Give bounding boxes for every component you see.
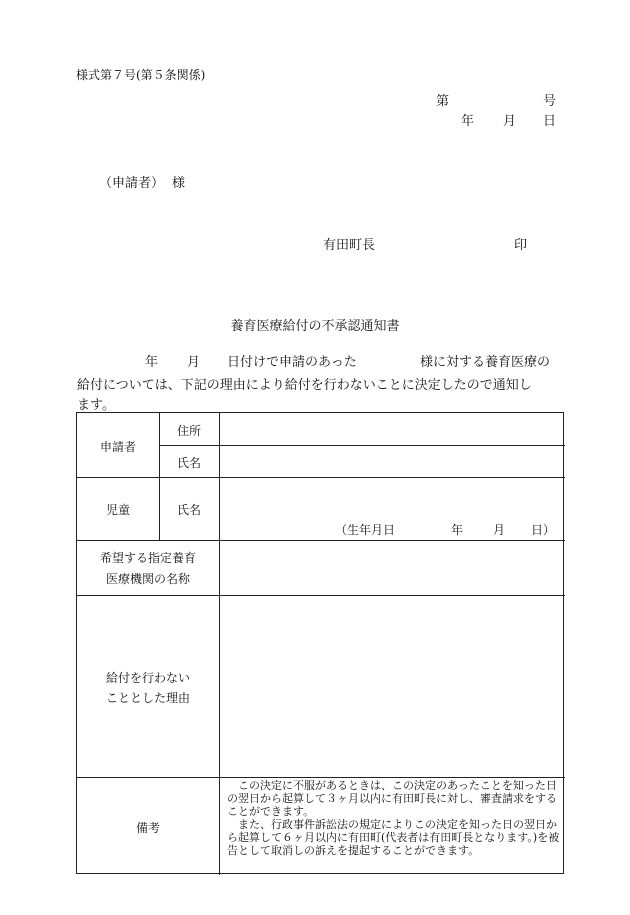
addressee-applicant: （申請者） [99, 176, 165, 191]
child-label: 児童 [105, 503, 130, 517]
remarks-text [227, 779, 560, 857]
notice-table [76, 412, 564, 874]
body-date-apply: 日付けで申請のあった [227, 355, 357, 370]
address-label: 住所 [176, 424, 201, 438]
document-title: 養育医療給付の不承認通知書 [230, 319, 400, 334]
date-month-label: 月 [503, 114, 517, 129]
child-name-label: 氏名 [176, 503, 201, 517]
remarks-label: 備考 [135, 821, 160, 835]
form-number: 様式第７号(第５条関係) [76, 68, 206, 82]
institution-label-line-1: 希望する指定養育 [99, 551, 196, 565]
document-number-prefix: 第 [436, 94, 450, 109]
document-number-suffix: 号 [543, 94, 557, 109]
applicant-name-label: 氏名 [176, 456, 201, 470]
remarks-paragraph-2: また、行政事件訴訟法の規定によりこの決定を知った日の翌日から起算して６ヶ月以内に有田町(代表者は有田町長となります。)を被告として取消しの訴えを提起することができます。 [227, 818, 560, 857]
body-line-3: ます。 [77, 398, 115, 413]
birth-date-month: 月 [493, 523, 506, 537]
body-line-2: 給付については、下記の理由により給付を行わないことに決定したので通知し [77, 378, 532, 393]
sender-mayor: 有田町長 [323, 238, 376, 253]
addressee-honorific: 様 [172, 176, 186, 191]
birth-date-day: 日） [531, 523, 556, 537]
date-day-label: 日 [543, 114, 557, 129]
institution-label-line-2: 医療機関の名称 [105, 572, 190, 586]
remarks-paragraph-1: この決定に不服があるときは、この決定のあったことを知った日の翌日から起算して３ヶ月以内に有田町長に対し、審査請求をすることができます。 [227, 779, 557, 818]
date-year-label: 年 [461, 114, 475, 129]
applicant-label: 申請者 [99, 440, 136, 454]
table-row-line-child [77, 540, 565, 541]
remarks-row [77, 777, 565, 875]
birth-date-prefix: （生年月日 [335, 523, 396, 537]
table-row-line-applicant [77, 477, 565, 478]
reason-label-line-2: こととした理由 [105, 691, 190, 705]
body-for-person: 様に対する養育医療の [420, 355, 551, 370]
birth-date-year: 年 [451, 523, 464, 537]
seal-mark: 印 [514, 238, 528, 253]
table-row-line-address [159, 445, 565, 446]
table-row-line-institution [77, 595, 565, 596]
body-year: 年 [145, 355, 159, 370]
reason-label-line-1: 給付を行わない [105, 671, 190, 685]
body-month: 月 [187, 355, 201, 370]
